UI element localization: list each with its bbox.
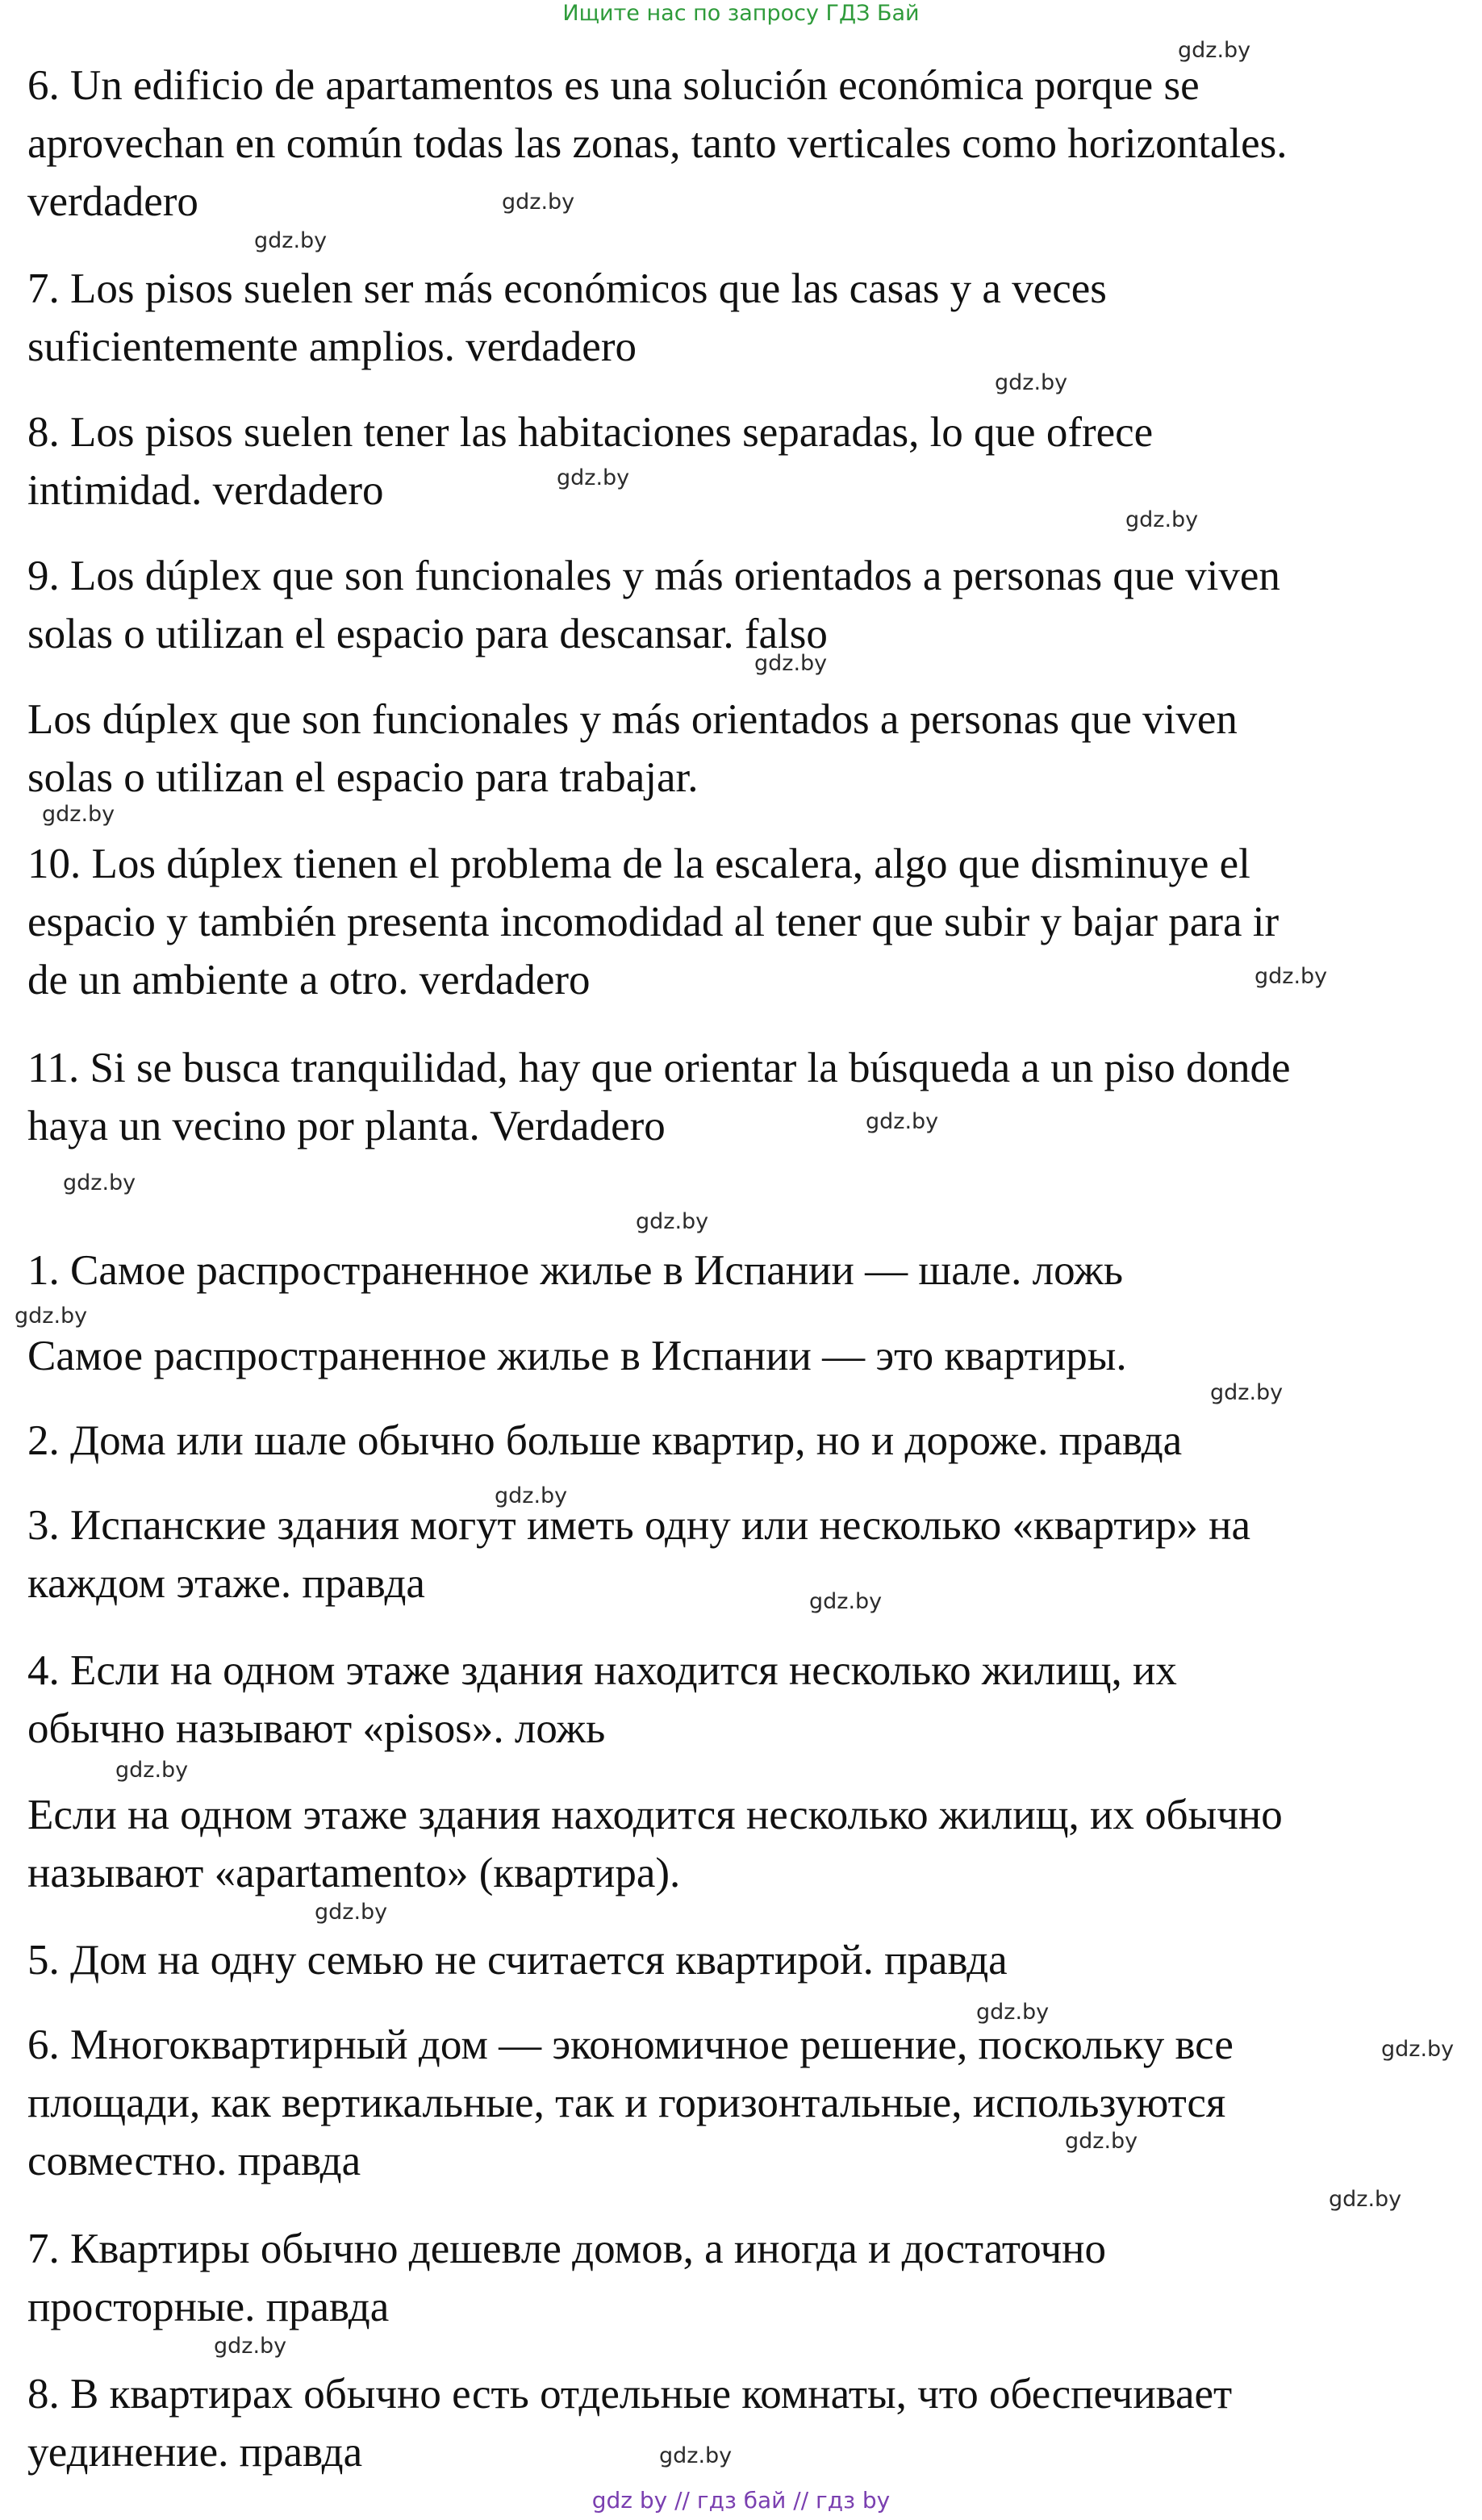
watermark: gdz.by	[1125, 507, 1199, 532]
watermark: gdz.by	[15, 1304, 88, 1329]
answer-item-es-9	[27, 547, 1472, 663]
text-line: 5. Дом на одну семью не считается квартирой. правда	[27, 1937, 1008, 1984]
site-footer-banner: gdz by // гдз бай // гдз by	[591, 2487, 891, 2514]
text-line: suficientemente amplios. verdadero	[27, 323, 637, 370]
answer-item-es-11	[27, 1039, 1472, 1155]
text-line: 2. Дома или шале обычно больше квартир, но и дороже. правда	[27, 1417, 1183, 1464]
text-line: verdadero	[27, 178, 198, 225]
text-line: называют «apartamento» (квартира).	[27, 1850, 681, 1896]
answer-item-es-6	[27, 56, 1472, 231]
text-line: 1. Самое распространенное жилье в Испании — шале. ложь	[27, 1247, 1124, 1294]
watermark: gdz.by	[995, 370, 1068, 395]
watermark: gdz.by	[809, 1589, 883, 1614]
watermark: gdz.by	[636, 1209, 709, 1234]
watermark: gdz.by	[214, 2334, 287, 2359]
watermark: gdz.by	[1254, 964, 1328, 989]
correction-ru-4	[27, 1786, 1472, 1902]
text-line: уединение. правда	[27, 2429, 363, 2476]
text-line: 11. Si se busca tranquilidad, hay que orientar la búsqueda a un piso donde	[27, 1045, 1291, 1091]
text-line: 4. Если на одном этаже здания находится несколько жилищ, их	[27, 1647, 1177, 1694]
text-line: 6. Un edificio de apartamentos es una solución económica porque se	[27, 62, 1200, 109]
watermark: gdz.by	[754, 651, 828, 676]
answer-item-ru-7	[27, 2220, 1472, 2336]
text-line: Самое распространенное жилье в Испании — это квартиры.	[27, 1333, 1127, 1379]
watermark: gdz.by	[1210, 1380, 1284, 1405]
text-line: обычно называют «pisos». ложь	[27, 1705, 606, 1752]
correction-es-9	[27, 690, 1472, 807]
watermark: gdz.by	[254, 228, 328, 253]
watermark: gdz.by	[1065, 2129, 1138, 2154]
text-line: просторные. правда	[27, 2284, 390, 2330]
watermark: gdz.by	[495, 1483, 568, 1508]
text-line: Los dúplex que son funcionales y más orientados a personas que viven	[27, 696, 1238, 743]
watermark: gdz.by	[557, 465, 630, 490]
watermark: gdz.by	[115, 1758, 189, 1783]
text-line: solas o utilizan el espacio para descansar. falso	[27, 611, 828, 657]
text-line: 6. Многоквартирный дом — экономичное решение, поскольку все	[27, 2021, 1234, 2068]
answer-item-ru-8	[27, 2365, 1472, 2481]
text-line: каждом этаже. правда	[27, 1560, 425, 1607]
watermark: gdz.by	[659, 2443, 733, 2468]
text-line: 8. В квартирах обычно есть отдельные комнаты, что обеспечивает	[27, 2371, 1233, 2418]
text-line: 7. Los pisos suelen ser más económicos que las casas y a veces	[27, 265, 1107, 312]
text-line: 7. Квартиры обычно дешевле домов, а иногда и достаточно	[27, 2226, 1106, 2272]
text-line: 9. Los dúplex que son funcionales y más orientados a personas que viven	[27, 553, 1280, 599]
answer-item-es-8	[27, 403, 1472, 519]
answer-item-ru-4	[27, 1642, 1472, 1758]
text-line: 8. Los pisos suelen tener las habitaciones separadas, lo que ofrece	[27, 409, 1154, 456]
text-line: haya un vecino por planta. Verdadero	[27, 1103, 666, 1149]
text-line: intimidad. verdadero	[27, 467, 384, 514]
watermark: gdz.by	[1381, 2037, 1455, 2062]
site-header-banner: Ищите нас по запросу ГДЗ Бай	[562, 1, 920, 26]
text-line: совместно. правда	[27, 2138, 361, 2184]
answer-item-ru-1	[27, 1241, 1472, 1300]
watermark: gdz.by	[502, 190, 575, 215]
watermark: gdz.by	[1178, 38, 1251, 63]
answer-item-ru-2	[27, 1412, 1472, 1470]
text-line: de un ambiente a otro. verdadero	[27, 957, 591, 1003]
answer-item-ru-5	[27, 1931, 1472, 1989]
watermark: gdz.by	[63, 1170, 136, 1195]
watermark: gdz.by	[976, 2000, 1050, 2025]
text-line: aprovechan en común todas las zonas, tanto verticales como horizontales.	[27, 120, 1288, 167]
correction-ru-1	[27, 1327, 1472, 1385]
watermark: gdz.by	[315, 1900, 388, 1925]
text-line: 10. Los dúplex tienen el problema de la escalera, algo que disminuye el	[27, 841, 1250, 887]
answer-item-ru-6	[27, 2016, 1472, 2190]
text-line: площади, как вертикальные, так и горизонтальные, используются	[27, 2080, 1226, 2126]
watermark: gdz.by	[42, 802, 115, 827]
text-line: Если на одном этаже здания находится несколько жилищ, их обычно	[27, 1792, 1283, 1838]
answer-item-es-7	[27, 260, 1472, 376]
text-line: solas o utilizan el espacio para trabajar.	[27, 754, 699, 801]
text-line: 3. Испанские здания могут иметь одну или несколько «квартир» на	[27, 1502, 1251, 1549]
watermark: gdz.by	[1329, 2187, 1402, 2212]
watermark: gdz.by	[866, 1109, 939, 1134]
answer-item-ru-3	[27, 1496, 1472, 1613]
text-line: espacio y también presenta incomodidad al tener que subir y bajar para ir	[27, 899, 1280, 945]
